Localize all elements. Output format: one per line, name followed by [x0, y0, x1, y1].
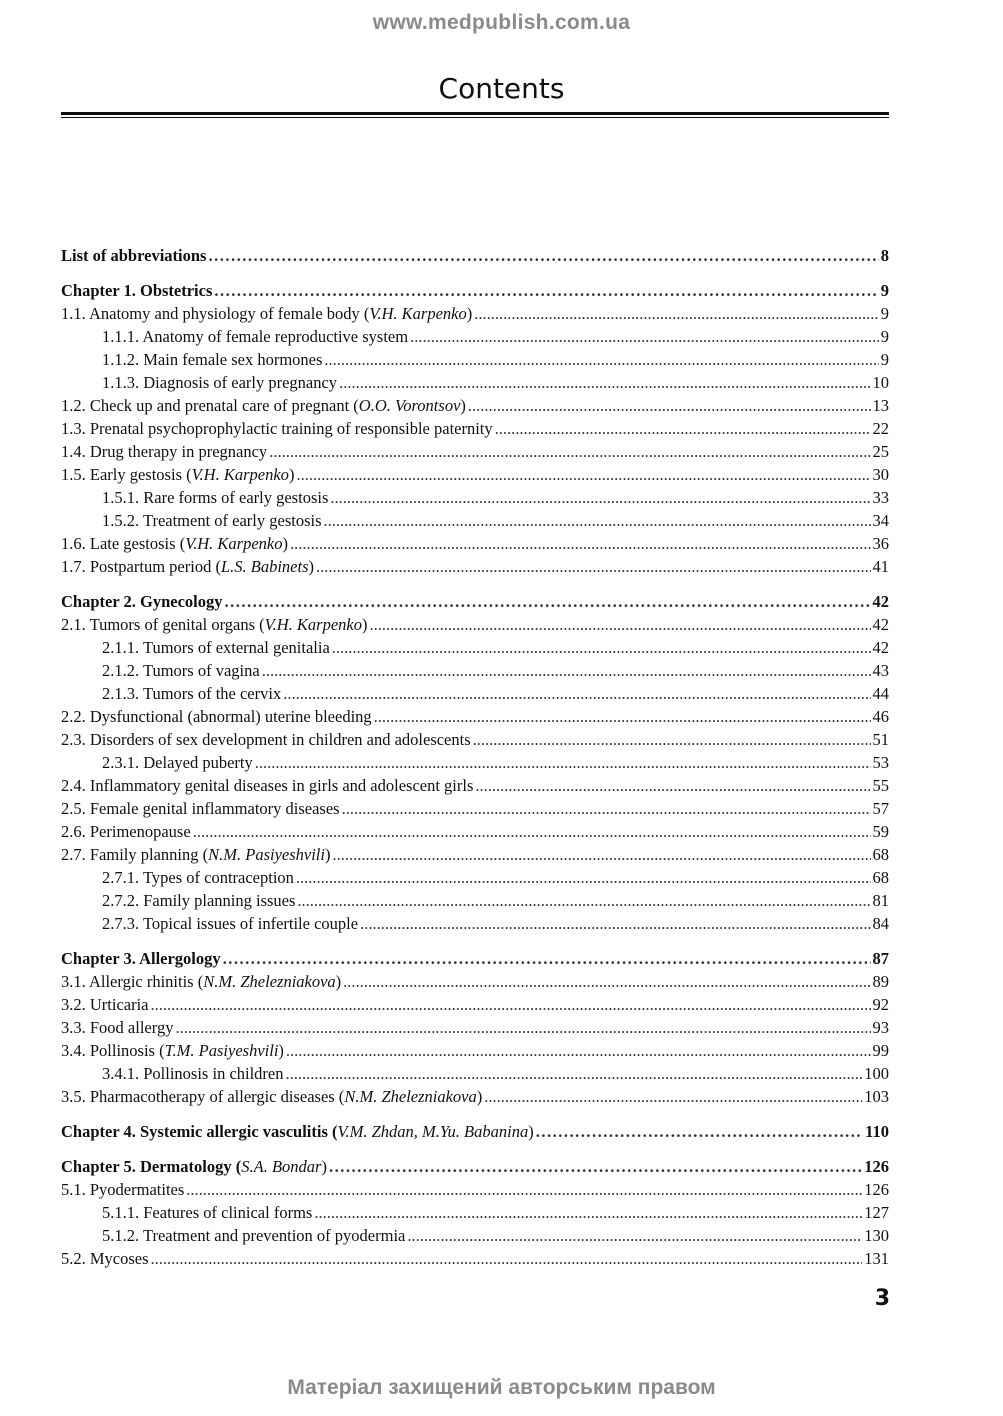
- toc-entry-page: 42: [872, 638, 889, 657]
- toc-entry-title: [102, 371, 337, 394]
- toc-dot-leader: [290, 532, 870, 555]
- toc-entry-title: [61, 728, 471, 751]
- toc-entry-title: [102, 1201, 312, 1224]
- toc-entry-author: T.M. Pasiyeshvili: [164, 1041, 279, 1060]
- toc-entry-page: 44: [872, 684, 889, 703]
- toc-entry[interactable]: [61, 866, 889, 889]
- toc-entry-text: 1.5.1. Rare forms of early gestosis: [102, 488, 329, 507]
- toc-dot-leader: [332, 636, 871, 659]
- toc-entry[interactable]: [61, 325, 889, 348]
- toc-entry-title: [61, 797, 340, 820]
- toc-entry[interactable]: [61, 947, 889, 970]
- toc-entry-text: 1.4. Drug therapy in pregnancy: [61, 442, 268, 461]
- toc-entry-author: N.M. Zhelezniakova: [344, 1087, 477, 1106]
- toc-entry-page: 89: [872, 972, 889, 991]
- toc-entry-text: 2.7.2. Family planning issues: [102, 891, 296, 910]
- toc-entry-text: 2.7.1. Types of contraception: [102, 868, 294, 887]
- toc-dot-leader: [151, 993, 871, 1016]
- toc-dot-leader: [342, 797, 871, 820]
- toc-entry-text: Chapter 1. Obstetrics: [61, 281, 213, 300]
- toc-entry[interactable]: [61, 555, 889, 578]
- toc-entry-text-end: ): [308, 557, 314, 576]
- toc-entry-text: 3.2. Urticaria: [61, 995, 149, 1014]
- toc-entry-text: 5.1.2. Treatment and prevention of pyodermia: [102, 1226, 406, 1245]
- toc-entry-title: [61, 1247, 149, 1270]
- toc-entry-page: 9: [880, 281, 889, 300]
- toc-dot-leader: [374, 705, 871, 728]
- toc-entry-title: [61, 970, 341, 993]
- toc-dot-leader: [186, 1178, 862, 1201]
- toc-dot-leader: [262, 659, 871, 682]
- toc-entry-page: 53: [872, 753, 889, 772]
- toc-entry-title: [102, 486, 328, 509]
- toc-entry-text: 1.6. Late gestosis (: [61, 534, 186, 553]
- toc-entry-author: V.H. Karpenko: [185, 534, 283, 553]
- toc-entry-text: 1.1. Anatomy and physiology of female body (: [61, 304, 370, 323]
- toc-entry[interactable]: [61, 532, 889, 555]
- toc-entry-text: 2.6. Perimenopause: [61, 822, 191, 841]
- toc-entry-text: 3.4. Pollinosis (: [61, 1041, 165, 1060]
- title-rule-thin: [61, 117, 889, 118]
- toc-entry-text: 2.1.2. Tumors of vagina: [102, 661, 260, 680]
- toc-dot-leader: [296, 866, 871, 889]
- toc-entry-title: [61, 302, 472, 325]
- toc-dot-leader: [316, 555, 871, 578]
- toc-entry-text: 1.7. Postpartum period (: [61, 557, 221, 576]
- toc-entry-page: 22: [872, 419, 889, 438]
- page-number: 3: [874, 1286, 890, 1311]
- toc-entry-page: 55: [872, 776, 889, 795]
- toc-entry-title: [61, 843, 330, 866]
- toc-entry-text: 2.3.1. Delayed puberty: [102, 753, 253, 772]
- toc-entry-page: 68: [872, 868, 889, 887]
- toc-entry-title: [61, 1155, 327, 1178]
- toc-entry[interactable]: [61, 970, 889, 993]
- toc-entry-title: [61, 1178, 184, 1201]
- toc-dot-leader: [484, 1085, 862, 1108]
- toc-entry-author: V.H. Karpenko: [264, 615, 362, 634]
- toc-entry-page: 42: [872, 615, 889, 634]
- toc-entry[interactable]: [61, 509, 889, 532]
- toc-entry[interactable]: [61, 659, 889, 682]
- toc-entry-page: 36: [872, 534, 889, 553]
- toc-entry-text: Chapter 3. Allergology: [61, 949, 221, 968]
- toc-entry-title: [61, 1085, 482, 1108]
- toc-entry-text: 3.3. Food allergy: [61, 1018, 174, 1037]
- toc-entry-text: 1.1.2. Main female sex hormones: [102, 350, 323, 369]
- toc-entry[interactable]: [61, 394, 889, 417]
- toc-entry-text: 2.1.1. Tumors of external genitalia: [102, 638, 330, 657]
- toc-entry[interactable]: [61, 279, 889, 302]
- toc-entry[interactable]: [61, 774, 889, 797]
- toc-entry-text: 2.3. Disorders of sex development in children and adolescents: [61, 730, 471, 749]
- toc-entry-page: 25: [872, 442, 889, 461]
- toc-entry[interactable]: [61, 636, 889, 659]
- toc-entry-text-end: ): [288, 465, 295, 484]
- toc-entry[interactable]: [61, 371, 889, 394]
- toc-entry-text-end: ): [460, 396, 466, 415]
- toc-entry[interactable]: [61, 1120, 889, 1143]
- toc-entry[interactable]: [61, 1062, 889, 1085]
- toc-entry-page: 59: [872, 822, 889, 841]
- toc-entry-title: [61, 532, 288, 555]
- toc-dot-leader: [224, 590, 870, 613]
- toc-entry-title: [61, 590, 222, 613]
- toc-entry-text-end: ): [321, 1157, 327, 1176]
- toc-entry-page: 43: [872, 661, 889, 680]
- toc-entry-page: 41: [872, 557, 889, 576]
- toc-dot-leader: [330, 486, 870, 509]
- toc-entry-page: 51: [872, 730, 889, 749]
- toc-entry-text: 1.5.2. Treatment of early gestosis: [102, 511, 322, 530]
- toc-entry-page: 100: [864, 1064, 889, 1083]
- toc-entry[interactable]: [61, 348, 889, 371]
- toc-entry-title: [61, 555, 314, 578]
- toc-entry-author: N.M. Pasiyeshvili: [208, 845, 325, 864]
- toc-entry-text: 3.1. Allergic rhinitis (: [61, 972, 204, 991]
- toc-entry-text: 5.1. Pyodermatites: [61, 1180, 185, 1199]
- toc-dot-leader: [193, 820, 871, 843]
- watermark-url: www.medpublish.com.ua: [372, 11, 631, 34]
- toc-entry-title: [61, 947, 221, 970]
- copyright-watermark: Матеріал захищений авторським правом: [287, 1376, 716, 1399]
- toc-dot-leader: [286, 1062, 863, 1085]
- toc-entry-page: 126: [864, 1157, 889, 1176]
- toc-entry-title: [61, 440, 267, 463]
- toc-entry-text: Chapter 5. Dermatology (: [61, 1157, 242, 1176]
- toc-dot-leader: [208, 244, 878, 267]
- toc-entry-title: [61, 613, 367, 636]
- toc-dot-leader: [175, 1016, 870, 1039]
- toc-entry-page: 9: [880, 327, 889, 346]
- toc-entry-author: N.M. Zhelezniakova: [203, 972, 336, 991]
- toc-dot-leader: [223, 947, 871, 970]
- toc-entry-title: [61, 244, 206, 267]
- toc-dot-leader: [475, 774, 870, 797]
- toc-entry-page: 68: [872, 845, 889, 864]
- toc-dot-leader: [283, 682, 870, 705]
- toc-entry-title: [102, 659, 260, 682]
- toc-entry-page: 126: [864, 1180, 889, 1199]
- toc-entry-text: Chapter 4. Systemic allergic vasculitis (: [61, 1122, 338, 1141]
- toc-entry-page: 33: [872, 488, 889, 507]
- toc-dot-leader: [296, 463, 870, 486]
- toc-entry-title: [61, 993, 149, 1016]
- toc-entry-text: 2.7.3. Topical issues of infertile couple: [102, 914, 359, 933]
- toc-entry-title: [61, 1120, 534, 1143]
- toc-entry-text: 1.1.3. Diagnosis of early pregnancy: [102, 373, 338, 392]
- toc-entry-text: List of abbreviations: [61, 246, 207, 265]
- toc-dot-leader: [332, 843, 870, 866]
- toc-dot-leader: [407, 1224, 862, 1247]
- toc-entry-title: [102, 889, 295, 912]
- toc-dot-leader: [474, 302, 879, 325]
- toc-entry[interactable]: [61, 728, 889, 751]
- toc-dot-leader: [269, 440, 870, 463]
- toc-entry-text-end: ): [282, 534, 289, 553]
- toc-dot-leader: [360, 912, 870, 935]
- toc-entry[interactable]: [61, 1201, 889, 1224]
- toc-entry[interactable]: [61, 820, 889, 843]
- toc-dot-leader: [495, 417, 871, 440]
- toc-entry-title: [102, 751, 253, 774]
- toc-dot-leader: [297, 889, 870, 912]
- toc-entry-title: [61, 279, 212, 302]
- toc-entry[interactable]: [61, 751, 889, 774]
- toc-entry-text: 1.5. Early gestosis (: [61, 465, 192, 484]
- toc-entry-page: 110: [865, 1122, 889, 1141]
- toc-entry-title: [102, 325, 408, 348]
- toc-entry[interactable]: [61, 1155, 889, 1178]
- toc-entry[interactable]: [61, 797, 889, 820]
- toc-entry[interactable]: [61, 1039, 889, 1062]
- toc-entry-text: 2.1. Tumors of genital organs (: [61, 615, 265, 634]
- toc-entry[interactable]: [61, 244, 889, 267]
- toc-dot-leader: [314, 1201, 862, 1224]
- toc-entry-title: [102, 866, 294, 889]
- toc-entry[interactable]: [61, 613, 889, 636]
- toc-dot-leader: [214, 279, 878, 302]
- toc-entry-text-end: ): [528, 1122, 534, 1141]
- toc-entry-text: 2.2. Dysfunctional (abnormal) uterine bleeding: [61, 707, 372, 726]
- toc-entry-title: [61, 463, 294, 486]
- toc-entry-title: [102, 912, 358, 935]
- toc-entry[interactable]: [61, 889, 889, 912]
- toc-entry-text: 3.4.1. Pollinosis in children: [102, 1064, 284, 1083]
- toc-entry[interactable]: [61, 486, 889, 509]
- toc-entry-text-end: ): [466, 304, 473, 323]
- toc-dot-leader: [369, 613, 870, 636]
- toc-entry-page: 8: [880, 246, 889, 265]
- toc-entry-page: 93: [872, 1018, 889, 1037]
- toc-entry-text: 1.1.1. Anatomy of female reproductive system: [102, 327, 409, 346]
- toc-entry-title: [102, 1224, 405, 1247]
- toc-entry-text: 2.7. Family planning (: [61, 845, 209, 864]
- toc-dot-leader: [286, 1039, 871, 1062]
- toc-entry[interactable]: [61, 417, 889, 440]
- toc-entry-page: 130: [864, 1226, 889, 1245]
- toc-entry-page: 92: [872, 995, 889, 1014]
- toc-entry-page: 99: [872, 1041, 889, 1060]
- toc-entry-page: 103: [864, 1087, 889, 1106]
- toc-entry-text: 5.2. Mycoses: [61, 1249, 149, 1268]
- toc-entry-author: S.A. Bondar: [241, 1157, 322, 1176]
- toc-entry-title: [61, 774, 473, 797]
- toc-entry-author: V.H. Karpenko: [191, 465, 289, 484]
- toc-entry-text: 1.2. Check up and prenatal care of pregnant (: [61, 396, 359, 415]
- toc-entry-author: V.H. Karpenko: [369, 304, 467, 323]
- toc-entry[interactable]: [61, 1247, 889, 1270]
- toc-dot-leader: [339, 371, 870, 394]
- toc-dot-leader: [410, 325, 879, 348]
- toc-dot-leader: [473, 728, 871, 751]
- toc-entry-title: [102, 1062, 284, 1085]
- page-title: Contents: [438, 72, 565, 105]
- toc-entry-text: 2.5. Female genital inflammatory diseases: [61, 799, 340, 818]
- toc-entry[interactable]: [61, 993, 889, 1016]
- toc-entry[interactable]: [61, 1178, 889, 1201]
- toc-entry-page: 42: [872, 592, 889, 611]
- toc-entry-text: 2.1.3. Tumors of the cervix: [102, 684, 282, 703]
- toc-entry[interactable]: [61, 440, 889, 463]
- toc-entry-text: 5.1.1. Features of clinical forms: [102, 1203, 313, 1222]
- toc-entry[interactable]: [61, 463, 889, 486]
- toc-entry-page: 84: [872, 914, 889, 933]
- toc-entry-title: [61, 820, 191, 843]
- toc-entry-text: 3.5. Pharmacotherapy of allergic diseases (: [61, 1087, 345, 1106]
- toc-entry-title: [102, 348, 322, 371]
- toc-entry-title: [102, 682, 281, 705]
- toc-entry-page: 9: [880, 350, 889, 369]
- toc-dot-leader: [324, 509, 871, 532]
- toc-dot-leader: [468, 394, 871, 417]
- toc-entry-page: 57: [872, 799, 889, 818]
- toc-entry-page: 81: [872, 891, 889, 910]
- toc-entry-page: 10: [872, 373, 889, 392]
- toc-entry-page: 13: [872, 396, 889, 415]
- toc-entry-text: Chapter 2. Gynecology: [61, 592, 223, 611]
- toc-entry-author: L.S. Babinets: [220, 557, 309, 576]
- toc-entry[interactable]: [61, 682, 889, 705]
- toc-entry-text: 1.3. Prenatal psychoprophylactic training of responsible paternity: [61, 419, 493, 438]
- toc-entry[interactable]: [61, 1016, 889, 1039]
- toc-entry-author: O.O. Vorontsov: [358, 396, 461, 415]
- toc-entry[interactable]: [61, 912, 889, 935]
- toc-entry-title: [102, 509, 322, 532]
- toc-entry[interactable]: [61, 843, 889, 866]
- toc-entry-page: 30: [872, 465, 889, 484]
- toc-dot-leader: [151, 1247, 863, 1270]
- toc-dot-leader: [329, 1155, 862, 1178]
- toc-entry-text-end: ): [335, 972, 342, 991]
- toc-dot-leader: [255, 751, 871, 774]
- toc-entry-text-end: ): [361, 615, 368, 634]
- toc-entry-page: 46: [872, 707, 889, 726]
- toc-entry-text-end: ): [324, 845, 331, 864]
- toc-dot-leader: [324, 348, 878, 371]
- toc-entry[interactable]: [61, 1224, 889, 1247]
- toc-entry[interactable]: [61, 1085, 889, 1108]
- toc-entry-title: [61, 1039, 284, 1062]
- toc-entry-author: V.M. Zhdan, M.Yu. Babanina: [337, 1122, 529, 1141]
- toc-entry-text-end: ): [476, 1087, 483, 1106]
- toc-entry[interactable]: [61, 302, 889, 325]
- toc-entry-text: 2.4. Inflammatory genital diseases in girls and adolescent girls: [61, 776, 474, 795]
- toc-entry-text-end: ): [278, 1041, 284, 1060]
- toc-entry-page: 87: [872, 949, 889, 968]
- toc-entry-title: [61, 417, 493, 440]
- toc-entry-page: 34: [872, 511, 889, 530]
- toc-dot-leader: [536, 1120, 863, 1143]
- toc-entry-title: [61, 1016, 173, 1039]
- toc-entry[interactable]: [61, 590, 889, 613]
- toc-entry-title: [61, 705, 372, 728]
- toc-entry-page: 127: [864, 1203, 889, 1222]
- toc-entry-title: [102, 636, 330, 659]
- toc-dot-leader: [343, 970, 870, 993]
- table-of-contents: [61, 244, 889, 1270]
- toc-entry-page: 131: [864, 1249, 889, 1268]
- toc-entry-title: [61, 394, 466, 417]
- title-rule-thick: [61, 112, 889, 115]
- toc-entry[interactable]: [61, 705, 889, 728]
- toc-entry-page: 9: [880, 304, 889, 323]
